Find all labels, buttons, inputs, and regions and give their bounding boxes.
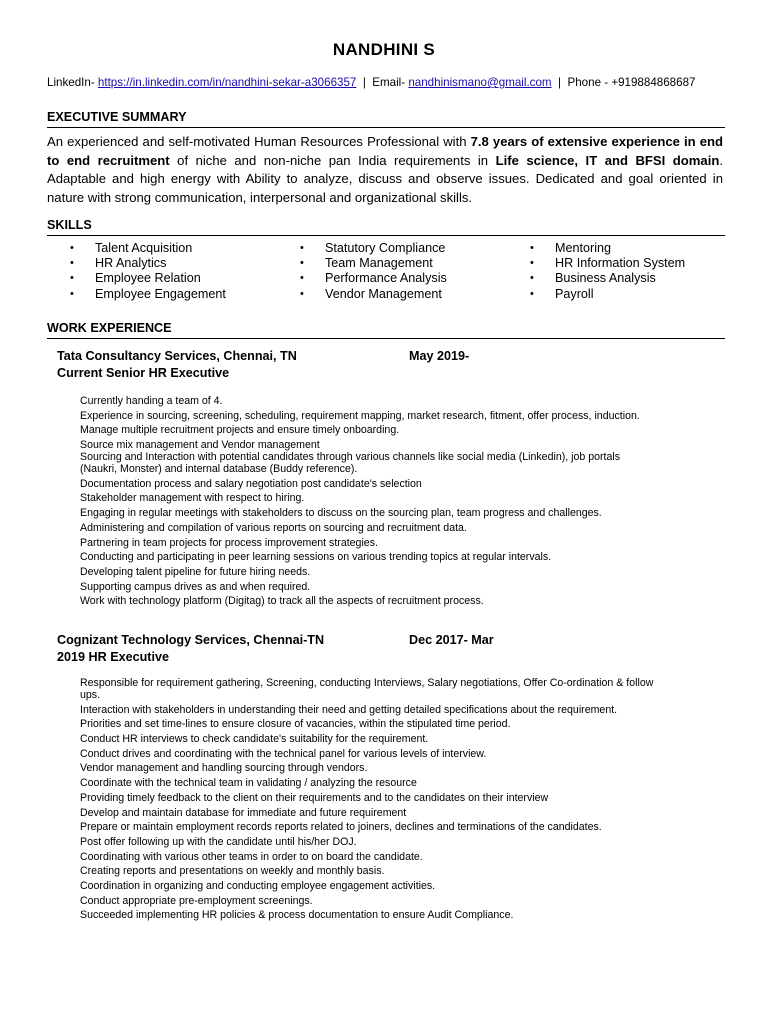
linkedin-link[interactable]: https://in.linkedin.com/in/nandhini-sekar-a3066357	[97, 76, 357, 89]
list-item: Coordination in organizing and conducting employee engagement activities.	[80, 879, 436, 892]
job-2-company: Cognizant Technology Services, Chennai-TN	[57, 633, 325, 647]
list-item: Develop and maintain database for immediate and future requirement	[80, 806, 407, 819]
skill-item: • Team Management	[300, 256, 447, 271]
list-item: Developing talent pipeline for future hiring needs.	[80, 565, 311, 578]
list-item: Supporting campus drives as and when required.	[80, 580, 311, 593]
skill-item: • Statutory Compliance	[300, 241, 447, 256]
job-2-header	[57, 632, 324, 666]
phone-text: | Phone - +919884868687	[551, 76, 696, 89]
skill-item: • Employee Engagement	[70, 287, 226, 302]
email-label: | Email-	[356, 76, 409, 89]
job-2-date: Dec 2017- Mar	[409, 633, 494, 647]
list-item: Source mix management and Vendor management	[80, 439, 320, 452]
summary-part-1: An experienced and self-motivated Human Resources Professional with	[47, 134, 471, 149]
list-item: Experience in sourcing, screening, scheduling, requirement mapping, market research, fitment, offer process, induction.	[80, 409, 640, 422]
job-1-header	[57, 348, 297, 382]
skill-item: • Vendor Management	[300, 287, 447, 302]
job-1-responsibilities	[80, 395, 690, 610]
job-1-role: Current Senior HR Executive	[57, 366, 230, 380]
job-2-role: 2019 HR Executive	[57, 650, 170, 664]
list-item: Coordinate with the technical team in validating / analyzing the resource	[80, 777, 417, 790]
linkedin-label: LinkedIn-	[47, 76, 98, 89]
executive-summary-text	[47, 133, 723, 207]
summary-bold-domain: Life science, IT and BFSI domain	[495, 152, 720, 168]
job-2-responsibilities	[80, 677, 690, 924]
list-item: Succeeded implementing HR policies & process documentation to ensure Audit Compliance.	[80, 909, 514, 922]
skill-item: • Employee Relation	[70, 271, 226, 286]
list-item: Work with technology platform (Digitag) to track all the aspects of recruitment process.	[80, 595, 484, 608]
list-item: Conduct appropriate pre-employment screenings.	[80, 894, 313, 907]
list-item: Documentation process and salary negotiation post candidate's selection	[80, 477, 422, 490]
summary-part-3: . Adaptable and high energy with Ability to analyze, discuss and observe issues. Dedicated and goal oriented in nature with strong communication, interpersonal and organizational skills.	[47, 152, 723, 205]
work-experience-heading: WORK EXPERIENCE	[47, 321, 725, 339]
summary-bold-experience: 7.8 years of extensive experience in end to end recruitment	[47, 134, 723, 168]
list-item: Conducting and participating in peer learning sessions on various trending topics at regular intervals.	[80, 551, 552, 564]
contact-line	[47, 76, 695, 89]
skills-heading: SKILLS	[47, 218, 725, 236]
list-item: Administering and compilation of various reports on sourcing and recruitment data.	[80, 521, 467, 534]
list-item: Stakeholder management with respect to hiring.	[80, 492, 305, 505]
summary-part-2: of niche and non-niche pan India requirements in	[169, 152, 496, 168]
list-item: Coordinating with various other teams in order to on board the candidate.	[80, 850, 423, 863]
list-item: Interaction with stakeholders in understanding their need and getting detailed specifications about the requirement.	[80, 703, 618, 716]
skill-item: • Mentoring	[530, 241, 685, 256]
list-item: Creating reports and presentations on weekly and monthly basis.	[80, 865, 385, 878]
list-item: Priorities and set time-lines to ensure closure of vacancies, within the stipulated time period.	[80, 718, 511, 731]
list-item: Providing timely feedback to the client on their requirements and to the candidates on their interview	[80, 791, 549, 804]
job-1-date: May 2019-	[409, 349, 470, 363]
list-item: Engaging in regular meetings with stakeholders to discuss on the sourcing plan, team progress and challenges.	[80, 507, 602, 520]
email-link[interactable]: nandhinismano@gmail.com	[408, 76, 552, 89]
list-item: Conduct drives and coordinating with the technical panel for various levels of interview.	[80, 747, 487, 760]
list-item: Partnering in team projects for process improvement strategies.	[80, 536, 378, 549]
candidate-name: NANDHINI S	[332, 40, 436, 59]
job-1-company: Tata Consultancy Services, Chennai, TN	[57, 349, 297, 363]
executive-summary-heading: EXECUTIVE SUMMARY	[47, 110, 725, 128]
list-item: Sourcing and Interaction with potential candidates through various channels like social media (Linkedin), job portals (Naukri, Monster) and internal database (Buddy reference).	[80, 451, 621, 476]
list-item: Prepare or maintain employment records reports related to joiners, declines and terminations of the candidates.	[80, 821, 602, 834]
skill-item: • HR Information System	[530, 256, 685, 271]
skills-column-1	[70, 241, 226, 302]
skills-column-2	[300, 241, 447, 302]
skill-item: • Payroll	[530, 287, 685, 302]
list-item: Conduct HR interviews to check candidate's suitability for the requirement.	[80, 733, 429, 746]
skills-column-3	[530, 241, 685, 302]
skill-item: • Performance Analysis	[300, 271, 447, 286]
skill-item: • HR Analytics	[70, 256, 226, 271]
list-item: Manage multiple recruitment projects and ensure timely onboarding.	[80, 424, 400, 437]
list-item: Responsible for requirement gathering, Screening, conducting Interviews, Salary negotiations, Offer Co-ordination & follow ups.	[80, 677, 654, 701]
list-item: Vendor management and handling sourcing through vendors.	[80, 762, 368, 775]
list-item: Currently handing a team of 4.	[80, 395, 223, 407]
skill-item: • Business Analysis	[530, 271, 685, 286]
skill-item: • Talent Acquisition	[70, 241, 226, 256]
list-item: Post offer following up with the candidate until his/her DOJ.	[80, 835, 357, 848]
